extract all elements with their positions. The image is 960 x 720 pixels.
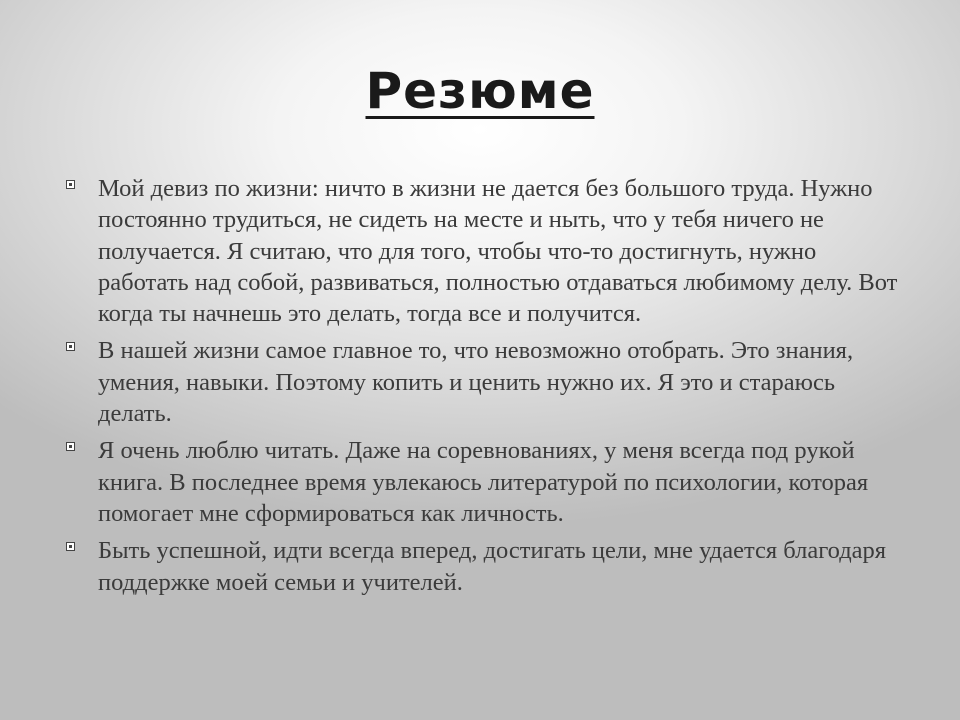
square-bullet-icon: [66, 542, 75, 551]
bullet-item: [66, 535, 906, 598]
square-bullet-icon: [66, 442, 75, 451]
bullet-text: Мой девиз по жизни: ничто в жизни не дается без большого труда. Нужно постоянно трудиться, не сидеть на месте и ныть, что у тебя ничего не получается. Я считаю, что для того, чтобы что-то достигнуть, нужно работать над собой, развиваться, полностью отдаваться любимому делу. Вот когда ты начнешь это делать, тогда все и получится.: [98, 175, 898, 328]
bullet-text: Быть успешной, идти всегда вперед, достигать цели, мне удается благодаря поддержке моей семьи и учителей.: [98, 537, 887, 596]
bullet-text: Я очень люблю читать. Даже на соревнованиях, у меня всегда под рукой книга. В последнее время увлекаюсь литературой по психологии, которая помогает мне сформироваться как личность.: [98, 437, 869, 527]
bullet-item: [66, 435, 906, 529]
square-bullet-icon: [66, 342, 75, 351]
bullet-item: [66, 335, 906, 429]
bullet-list: [66, 173, 906, 604]
slide-title: [0, 58, 960, 124]
square-bullet-icon: [66, 180, 75, 189]
bullet-item: [66, 173, 906, 329]
slide-title-text: Резюме: [365, 62, 595, 120]
bullet-text: В нашей жизни самое главное то, что невозможно отобрать. Это знания, умения, навыки. Поэтому копить и ценить нужно их. Я это и стараюсь делать.: [98, 337, 854, 428]
